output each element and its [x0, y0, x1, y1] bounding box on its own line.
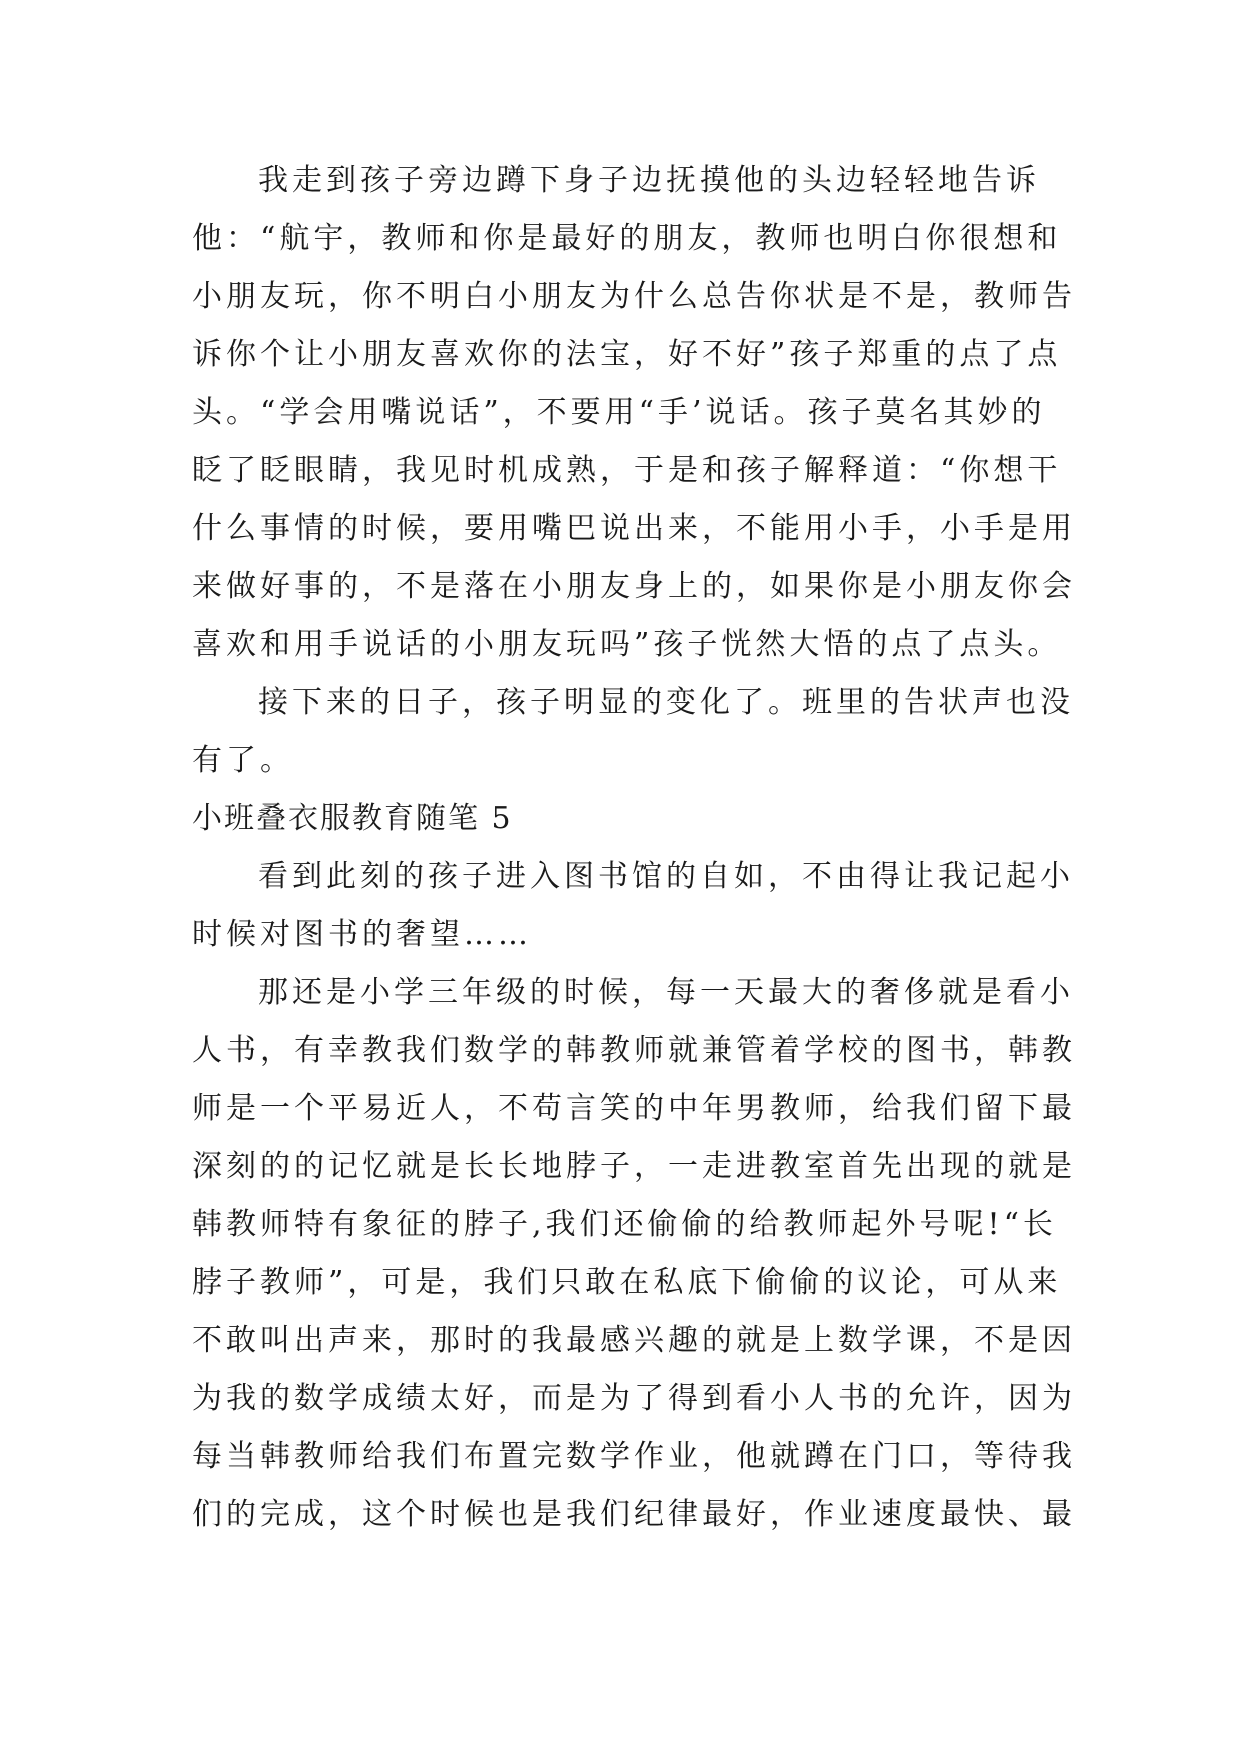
- text-line: 们的完成，这个时候也是我们纪律最好，作业速度最快、最: [192, 1497, 1076, 1532]
- paragraph-4: [192, 964, 1076, 1544]
- text-line: 小朋友玩，你不明白小朋友为什么总告你状是不是，教师告: [192, 279, 1076, 314]
- text-line: 眨了眨眼睛，我见时机成熟，于是和孩子解释道：“你想干: [192, 453, 1062, 488]
- text-line: 有了。: [192, 743, 294, 778]
- document-body: [192, 152, 1076, 1544]
- text-line: 时候对图书的奢望……: [192, 917, 532, 952]
- text-line: 脖子教师”，可是，我们只敢在私底下偷偷的议论，可从来: [192, 1265, 1062, 1300]
- section-heading: 小班叠衣服教育随笔 5: [192, 801, 513, 836]
- text-line: 那还是小学三年级的时候，每一天最大的奢侈就是看小: [258, 975, 1074, 1010]
- text-line: 深刻的的记忆就是长长地脖子，一走进教室首先出现的就是: [192, 1149, 1076, 1184]
- text-line: 为我的数学成绩太好，而是为了得到看小人书的允许，因为: [192, 1381, 1076, 1416]
- text-line: 来做好事的，不是落在小朋友身上的，如果你是小朋友你会: [192, 569, 1076, 604]
- text-line: 接下来的日子，孩子明显的变化了。班里的告状声也没: [258, 685, 1074, 720]
- paragraph-3: [192, 848, 1072, 964]
- text-line: 人书，有幸教我们数学的韩教师就兼管着学校的图书，韩教: [192, 1033, 1076, 1068]
- text-line: 师是一个平易近人，不苟言笑的中年男教师，给我们留下最: [192, 1091, 1076, 1126]
- paragraph-2: [192, 674, 1072, 790]
- text-line: 什么事情的时候，要用嘴巴说出来，不能用小手，小手是用: [192, 511, 1076, 546]
- text-line: 不敢叫出声来，那时的我最感兴趣的就是上数学课，不是因: [192, 1323, 1076, 1358]
- text-line: 我走到孩子旁边蹲下身子边抚摸他的头边轻轻地告诉: [258, 163, 1040, 198]
- paragraph-1: [192, 152, 1076, 674]
- text-line: 喜欢和用手说话的小朋友玩吗”孩子恍然大悟的点了点头。: [192, 627, 1062, 662]
- text-line: 头。“学会用嘴说话”，不要用“手’说话。孩子莫名其妙的: [192, 395, 1046, 430]
- text-line: 他：“航宇，教师和你是最好的朋友，教师也明白你很想和: [192, 221, 1062, 256]
- text-line: 韩教师特有象征的脖子,我们还偷偷的给教师起外号呢!“长: [192, 1207, 1057, 1242]
- text-line: 诉你个让小朋友喜欢你的法宝，好不好”孩子郑重的点了点: [192, 337, 1062, 372]
- text-line: 看到此刻的孩子进入图书馆的自如，不由得让我记起小: [258, 859, 1074, 894]
- text-line: 每当韩教师给我们布置完数学作业，他就蹲在门口，等待我: [192, 1439, 1076, 1474]
